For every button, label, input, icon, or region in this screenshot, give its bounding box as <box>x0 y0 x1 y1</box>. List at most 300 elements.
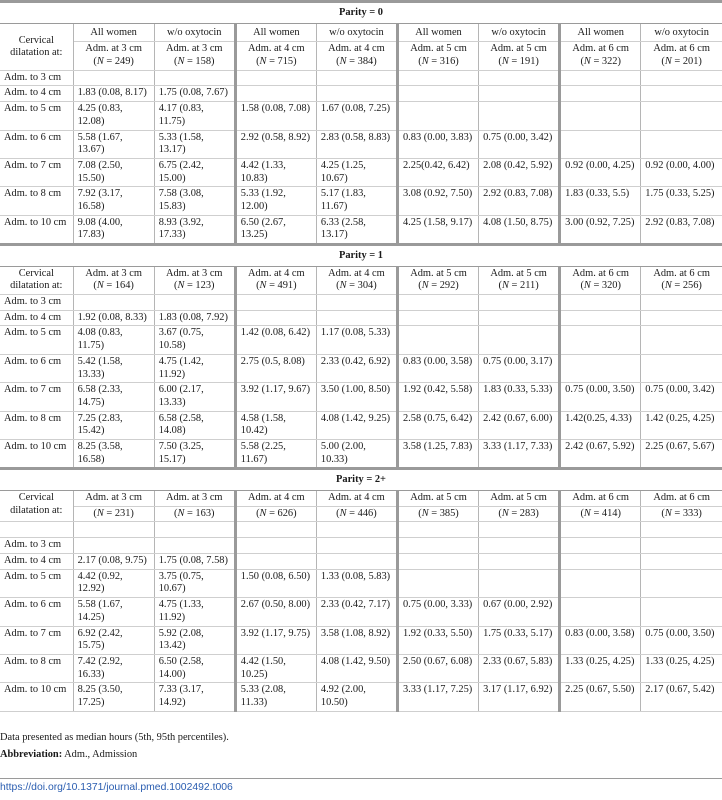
table-cell <box>641 102 722 130</box>
table-cell: 4.08 (0.83, 11.75) <box>73 326 154 354</box>
table-cell <box>641 130 722 158</box>
column-header-cell <box>479 266 560 294</box>
table-cell: 3.67 (0.75, 10.58) <box>154 326 235 354</box>
table-cell <box>560 598 641 626</box>
column-header-cell <box>397 266 478 294</box>
column-header-cell <box>560 491 641 507</box>
table-cell <box>154 538 235 554</box>
table-cell: 0.92 (0.00, 4.00) <box>641 158 722 186</box>
table-cell <box>397 326 478 354</box>
table-cell <box>73 70 154 86</box>
column-n-label: (N = 385) <box>397 506 478 522</box>
table-cell <box>479 295 560 311</box>
table-cell: 0.75 (0.00, 3.33) <box>397 598 478 626</box>
table-cell: 0.75 (0.00, 3.50) <box>641 626 722 654</box>
table-cell <box>235 538 316 554</box>
table-cell <box>479 326 560 354</box>
table-cell: 4.75 (1.42, 11.92) <box>154 354 235 382</box>
column-adm-label: Adm. at 6 cm <box>572 43 629 55</box>
table-row <box>0 654 722 682</box>
column-header-cell <box>397 491 478 507</box>
table-cell <box>641 354 722 382</box>
table-cell: 4.58 (1.58, 10.42) <box>235 411 316 439</box>
table-cell: 2.58 (0.75, 6.42) <box>397 411 478 439</box>
column-header-row <box>0 42 722 70</box>
column-adm-label: Adm. at 4 cm <box>328 267 385 279</box>
table-cell <box>560 538 641 554</box>
table-cell: 2.25 (0.67, 5.67) <box>641 439 722 468</box>
column-header-cell <box>235 491 316 507</box>
row-label: Adm. to 10 cm <box>0 439 73 468</box>
table-cell: 2.17 (0.67, 5.42) <box>641 683 722 711</box>
table-cell: 2.92 (0.83, 7.08) <box>641 215 722 244</box>
table-cell <box>479 310 560 326</box>
column-header-cell <box>560 42 641 70</box>
table-cell <box>560 130 641 158</box>
column-header-cell <box>154 266 235 294</box>
column-n-row <box>0 506 722 522</box>
table-cell: 2.42 (0.67, 5.92) <box>560 439 641 468</box>
row-label: Adm. to 7 cm <box>0 158 73 186</box>
table-row <box>0 569 722 597</box>
column-n-label: (N = 283) <box>479 506 560 522</box>
table-row <box>0 439 722 468</box>
table-cell: 1.33 (0.25, 4.25) <box>641 654 722 682</box>
column-adm-label: Adm. at 3 cm <box>85 267 142 279</box>
column-adm-label: Adm. at 5 cm <box>410 492 467 503</box>
row-label: Adm. to 10 cm <box>0 683 73 711</box>
table-cell <box>560 569 641 597</box>
column-header-cell <box>479 491 560 507</box>
table-cell: 2.50 (0.67, 6.08) <box>397 654 478 682</box>
table-cell <box>560 554 641 570</box>
table-cell: 3.92 (1.17, 9.75) <box>235 626 316 654</box>
abbreviation-text: Adm., Admission <box>62 748 138 760</box>
table-cell: 0.83 (0.00, 3.58) <box>560 626 641 654</box>
table-cell <box>479 86 560 102</box>
table-cell: 3.58 (1.08, 8.92) <box>316 626 397 654</box>
table-row <box>0 538 722 554</box>
table-cell: 7.08 (2.50, 15.50) <box>73 158 154 186</box>
table-cell: 1.33 (0.25, 4.25) <box>560 654 641 682</box>
first-col-label: Cervical dilatation at: <box>0 23 73 70</box>
table-cell: 1.42 (0.08, 6.42) <box>235 326 316 354</box>
column-n-label: (N = 491) <box>256 280 297 292</box>
table-cell: 8.93 (3.92, 17.33) <box>154 215 235 244</box>
column-n-label: (N = 211) <box>498 280 539 292</box>
table-row <box>0 187 722 215</box>
table-cell <box>479 538 560 554</box>
column-header-cell <box>397 42 478 70</box>
section-title: Parity = 0 <box>0 2 722 24</box>
table-cell <box>641 598 722 626</box>
row-label: Adm. to 5 cm <box>0 326 73 354</box>
column-adm-label: Adm. at 3 cm <box>165 492 223 503</box>
row-label: Adm. to 8 cm <box>0 411 73 439</box>
column-header-cell <box>73 491 154 507</box>
table-cell <box>316 295 397 311</box>
table-cell <box>560 86 641 102</box>
column-n-label: (N = 191) <box>498 56 539 68</box>
table-cell: 1.83 (0.33, 5.33) <box>479 383 560 411</box>
table-cell: 1.58 (0.08, 7.08) <box>235 102 316 130</box>
column-adm-label: Adm. at 5 cm <box>490 267 547 279</box>
table-cell <box>641 310 722 326</box>
table-row <box>0 295 722 311</box>
row-label: Adm. to 6 cm <box>0 130 73 158</box>
column-header-row <box>0 266 722 294</box>
column-adm-label: Adm. at 3 cm <box>165 267 223 279</box>
column-n-label: (N = 163) <box>154 506 235 522</box>
table-cell: 4.42 (0.92, 12.92) <box>73 569 154 597</box>
table-cell <box>397 70 478 86</box>
table-cell: 2.33 (0.42, 6.92) <box>316 354 397 382</box>
table-cell: 0.92 (0.00, 4.25) <box>560 158 641 186</box>
table-cell: 1.92 (0.33, 5.50) <box>397 626 478 654</box>
table-cell <box>235 295 316 311</box>
table-cell <box>397 310 478 326</box>
column-adm-label: Adm. at 6 cm <box>653 43 710 55</box>
table-row <box>0 354 722 382</box>
table-cell: 2.33 (0.67, 5.83) <box>479 654 560 682</box>
table-cell: 2.25 (0.67, 5.50) <box>560 683 641 711</box>
table-cell: 6.50 (2.58, 14.00) <box>154 654 235 682</box>
table-cell: 9.08 (4.00, 17.83) <box>73 215 154 244</box>
table-cell: 7.58 (3.08, 15.83) <box>154 187 235 215</box>
column-n-label: (N = 333) <box>641 506 722 522</box>
table-cell <box>641 326 722 354</box>
table-cell: 7.33 (3.17, 14.92) <box>154 683 235 711</box>
column-header-cell <box>73 266 154 294</box>
column-n-label: (N = 626) <box>235 506 316 522</box>
table-cell <box>397 538 478 554</box>
table-cell: 2.17 (0.08, 9.75) <box>73 554 154 570</box>
table-cell <box>479 554 560 570</box>
table-cell <box>641 569 722 597</box>
table-cell <box>316 554 397 570</box>
table-row <box>0 383 722 411</box>
table-cell <box>560 295 641 311</box>
table-cell: 0.83 (0.00, 3.58) <box>397 354 478 382</box>
column-n-label: (N = 446) <box>316 506 397 522</box>
table-cell <box>316 310 397 326</box>
table-cell: 5.92 (2.08, 13.42) <box>154 626 235 654</box>
column-n-label: (N = 164) <box>93 280 134 292</box>
table-cell: 1.83 (0.08, 8.17) <box>73 86 154 102</box>
table-cell: 3.33 (1.17, 7.33) <box>479 439 560 468</box>
table-cell: 7.42 (2.92, 16.33) <box>73 654 154 682</box>
table-cell <box>560 102 641 130</box>
table-cell: 1.92 (0.42, 5.58) <box>397 383 478 411</box>
table-cell: 2.83 (0.58, 8.83) <box>316 130 397 158</box>
table-cell: 2.92 (0.83, 7.08) <box>479 187 560 215</box>
table-cell <box>235 554 316 570</box>
table-row <box>0 554 722 570</box>
footnote: Data presented as median hours (5th, 95th percentiles). <box>0 731 229 743</box>
table-cell <box>560 70 641 86</box>
table-cell <box>154 70 235 86</box>
table-cell: 1.75 (0.08, 7.67) <box>154 86 235 102</box>
column-header-cell <box>316 491 397 507</box>
table-cell: 6.58 (2.33, 14.75) <box>73 383 154 411</box>
column-header-cell <box>154 42 235 70</box>
table-cell: 4.08 (1.42, 9.50) <box>316 654 397 682</box>
row-label: Adm. to 3 cm <box>0 538 73 554</box>
table-cell <box>397 569 478 597</box>
column-adm-label: Adm. at 4 cm <box>248 492 305 503</box>
spacer-cell <box>235 522 316 538</box>
table-cell <box>235 86 316 102</box>
column-header-cell <box>560 266 641 294</box>
table-cell: 1.17 (0.08, 5.33) <box>316 326 397 354</box>
column-n-label: (N = 123) <box>173 280 215 292</box>
table-cell <box>235 310 316 326</box>
table-cell: 3.08 (0.92, 7.50) <box>397 187 478 215</box>
table-cell: 4.17 (0.83, 11.75) <box>154 102 235 130</box>
column-n-label: (N = 322) <box>580 56 621 68</box>
spacer-row <box>0 522 722 538</box>
table-cell: 1.50 (0.08, 6.50) <box>235 569 316 597</box>
table-cell <box>641 70 722 86</box>
spacer-cell <box>73 522 154 538</box>
column-n-label: (N = 292) <box>418 280 459 292</box>
column-adm-label: Adm. at 4 cm <box>248 267 305 279</box>
row-label: Adm. to 6 cm <box>0 354 73 382</box>
column-header-cell <box>235 266 316 294</box>
table-cell: 1.42(0.25, 4.33) <box>560 411 641 439</box>
table-cell: 1.33 (0.08, 5.83) <box>316 569 397 597</box>
column-header-cell <box>316 42 397 70</box>
table-cell: 0.75 (0.00, 3.50) <box>560 383 641 411</box>
doi-link[interactable]: https://doi.org/10.1371/journal.pmed.1002492.t006 <box>0 782 233 793</box>
spacer-cell <box>316 522 397 538</box>
table-cell: 4.08 (1.50, 8.75) <box>479 215 560 244</box>
table-cell <box>641 554 722 570</box>
table-row <box>0 598 722 626</box>
column-adm-label: Adm. at 4 cm <box>248 43 305 55</box>
table-cell <box>560 326 641 354</box>
column-n-label: (N = 316) <box>418 56 459 68</box>
row-label: Adm. to 5 cm <box>0 102 73 130</box>
table-cell: 1.75 (0.33, 5.17) <box>479 626 560 654</box>
column-header-cell <box>641 491 722 507</box>
table-row <box>0 310 722 326</box>
table-cell: 0.75 (0.00, 3.42) <box>479 130 560 158</box>
table-cell <box>479 70 560 86</box>
section-title-row <box>0 2 722 24</box>
column-header-cell <box>316 266 397 294</box>
table-cell: 4.42 (1.33, 10.83) <box>235 158 316 186</box>
table-row <box>0 411 722 439</box>
table-cell <box>641 538 722 554</box>
table-cell: 2.25(0.42, 6.42) <box>397 158 478 186</box>
column-adm-label: Adm. at 3 cm <box>85 492 142 503</box>
column-n-label: (N = 231) <box>73 506 154 522</box>
table-cell: 2.08 (0.42, 5.92) <box>479 158 560 186</box>
column-adm-label: Adm. at 5 cm <box>490 492 547 503</box>
table-cell: 5.33 (1.58, 13.17) <box>154 130 235 158</box>
table-cell: 0.75 (0.00, 3.17) <box>479 354 560 382</box>
table-cell: 3.00 (0.92, 7.25) <box>560 215 641 244</box>
table-row <box>0 326 722 354</box>
row-label: Adm. to 6 cm <box>0 598 73 626</box>
section-title: Parity = 2+ <box>0 469 722 491</box>
table-cell <box>316 538 397 554</box>
table-cell: 4.08 (1.42, 9.25) <box>316 411 397 439</box>
column-adm-label: Adm. at 6 cm <box>572 267 629 279</box>
group-header-cell: w/o oxytocin <box>154 23 235 42</box>
table-cell: 3.75 (0.75, 10.67) <box>154 569 235 597</box>
group-header-cell: All women <box>560 23 641 42</box>
table-cell: 1.75 (0.08, 7.58) <box>154 554 235 570</box>
table-cell: 6.92 (2.42, 15.75) <box>73 626 154 654</box>
table-cell: 6.33 (2.58, 13.17) <box>316 215 397 244</box>
table-cell: 3.92 (1.17, 9.67) <box>235 383 316 411</box>
table-cell: 0.67 (0.00, 2.92) <box>479 598 560 626</box>
table-cell: 1.42 (0.25, 4.25) <box>641 411 722 439</box>
table-cell: 2.67 (0.50, 8.00) <box>235 598 316 626</box>
table-cell: 1.83 (0.08, 7.92) <box>154 310 235 326</box>
table-cell <box>316 70 397 86</box>
table-cell: 5.42 (1.58, 13.33) <box>73 354 154 382</box>
column-n-label: (N = 384) <box>336 56 377 68</box>
column-adm-label: Adm. at 4 cm <box>328 43 385 55</box>
table-cell <box>479 569 560 597</box>
table-cell <box>397 86 478 102</box>
table-cell: 3.33 (1.17, 7.25) <box>397 683 478 711</box>
table-cell: 4.25 (0.83, 12.08) <box>73 102 154 130</box>
table-cell: 6.00 (2.17, 13.33) <box>154 383 235 411</box>
table-cell: 2.33 (0.42, 7.17) <box>316 598 397 626</box>
column-n-label: (N = 414) <box>560 506 641 522</box>
table-cell <box>560 354 641 382</box>
row-label: Adm. to 5 cm <box>0 569 73 597</box>
column-adm-label: Adm. at 3 cm <box>165 43 223 55</box>
column-header-cell <box>154 491 235 507</box>
column-n-label: (N = 158) <box>173 56 215 68</box>
table-cell <box>641 295 722 311</box>
first-col-label: Cervical dilatation at: <box>0 491 73 522</box>
table-cell: 5.17 (1.83, 11.67) <box>316 187 397 215</box>
group-header-cell: w/o oxytocin <box>316 23 397 42</box>
column-n-label: (N = 320) <box>580 280 621 292</box>
table-cell: 4.25 (1.58, 9.17) <box>397 215 478 244</box>
group-header-cell: All women <box>235 23 316 42</box>
table-row <box>0 158 722 186</box>
table-cell: 4.75 (1.33, 11.92) <box>154 598 235 626</box>
table-row <box>0 86 722 102</box>
table-cell: 3.58 (1.25, 7.83) <box>397 439 478 468</box>
first-col-label: Cervical dilatation at: <box>0 266 73 294</box>
column-n-label: (N = 249) <box>93 56 134 68</box>
group-header-cell: All women <box>397 23 478 42</box>
column-adm-label: Adm. at 5 cm <box>490 43 547 55</box>
spacer-cell <box>560 522 641 538</box>
table-row <box>0 215 722 244</box>
table-cell: 6.50 (2.67, 13.25) <box>235 215 316 244</box>
table-cell: 3.17 (1.17, 6.92) <box>479 683 560 711</box>
column-header-row <box>0 491 722 507</box>
spacer-cell <box>0 522 73 538</box>
table-cell <box>397 554 478 570</box>
table-cell: 6.75 (2.42, 15.00) <box>154 158 235 186</box>
table-cell: 8.25 (3.58, 16.58) <box>73 439 154 468</box>
row-label: Adm. to 10 cm <box>0 215 73 244</box>
table-cell: 5.58 (1.67, 14.25) <box>73 598 154 626</box>
table-cell: 5.00 (2.00, 10.33) <box>316 439 397 468</box>
table-cell: 8.25 (3.50, 17.25) <box>73 683 154 711</box>
table-cell: 7.25 (2.83, 15.42) <box>73 411 154 439</box>
table-cell: 1.75 (0.33, 5.25) <box>641 187 722 215</box>
table-cell: 4.25 (1.25, 10.67) <box>316 158 397 186</box>
table-cell: 7.50 (3.25, 15.17) <box>154 439 235 468</box>
table-cell: 1.83 (0.33, 5.5) <box>560 187 641 215</box>
column-adm-label: Adm. at 6 cm <box>653 267 710 279</box>
group-header-row <box>0 23 722 42</box>
table-footer <box>0 732 722 760</box>
table-cell <box>73 538 154 554</box>
table-cell <box>73 295 154 311</box>
table-cell <box>316 86 397 102</box>
table-cell <box>154 295 235 311</box>
table-cell: 1.67 (0.08, 7.25) <box>316 102 397 130</box>
column-adm-label: Adm. at 3 cm <box>85 43 142 55</box>
column-adm-label: Adm. at 5 cm <box>410 43 467 55</box>
column-adm-label: Adm. at 5 cm <box>410 267 467 279</box>
section-title: Parity = 1 <box>0 245 722 267</box>
table-cell: 5.33 (1.92, 12.00) <box>235 187 316 215</box>
table-cell: 2.75 (0.5, 8.08) <box>235 354 316 382</box>
column-adm-label: Adm. at 6 cm <box>653 492 710 503</box>
column-n-label: (N = 715) <box>256 56 297 68</box>
table-row <box>0 102 722 130</box>
row-label: Adm. to 4 cm <box>0 554 73 570</box>
table-row <box>0 683 722 711</box>
spacer-cell <box>154 522 235 538</box>
bottom-rule <box>0 778 722 779</box>
row-label: Adm. to 4 cm <box>0 86 73 102</box>
table-row <box>0 626 722 654</box>
section-title-row <box>0 469 722 491</box>
spacer-cell <box>641 522 722 538</box>
table-cell: 0.83 (0.00, 3.83) <box>397 130 478 158</box>
row-label: Adm. to 3 cm <box>0 70 73 86</box>
column-n-label: (N = 304) <box>336 280 377 292</box>
table-cell: 2.42 (0.67, 6.00) <box>479 411 560 439</box>
table-cell: 7.92 (3.17, 16.58) <box>73 187 154 215</box>
row-label: Adm. to 8 cm <box>0 187 73 215</box>
row-label: Adm. to 3 cm <box>0 295 73 311</box>
table-cell <box>641 86 722 102</box>
abbreviation-label: Abbreviation: <box>0 748 63 760</box>
row-label: Adm. to 4 cm <box>0 310 73 326</box>
column-n-label: (N = 256) <box>661 280 702 292</box>
table-cell: 4.42 (1.50, 10.25) <box>235 654 316 682</box>
table-cell <box>479 102 560 130</box>
column-n-label: (N = 201) <box>661 56 702 68</box>
table-cell: 1.92 (0.08, 8.33) <box>73 310 154 326</box>
table-cell <box>397 295 478 311</box>
table-cell: 2.92 (0.58, 8.92) <box>235 130 316 158</box>
table-row <box>0 70 722 86</box>
row-label: Adm. to 8 cm <box>0 654 73 682</box>
column-header-cell <box>235 42 316 70</box>
table-row <box>0 130 722 158</box>
table-cell: 5.58 (1.67, 13.67) <box>73 130 154 158</box>
column-header-cell <box>641 266 722 294</box>
group-header-cell: All women <box>73 23 154 42</box>
table-cell: 5.58 (2.25, 11.67) <box>235 439 316 468</box>
